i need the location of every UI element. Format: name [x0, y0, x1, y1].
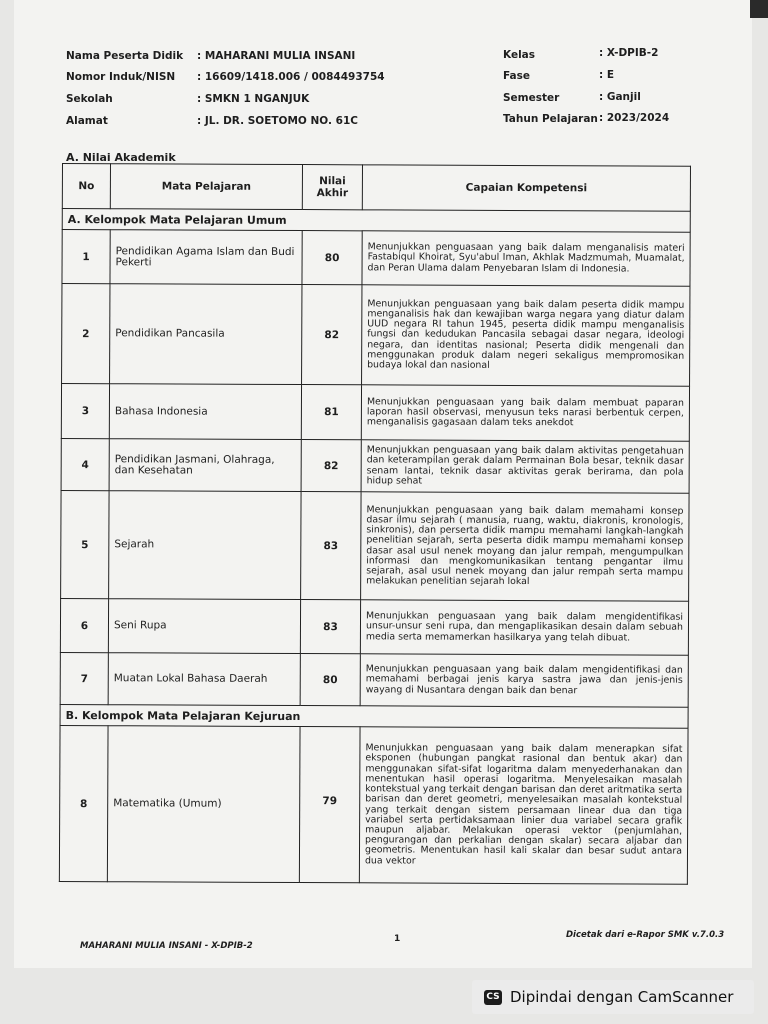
student-name-label: Nama Peserta Didik: [66, 50, 184, 62]
row-competency: Menunjukkan penguasaan yang baik dalam mengidentifikasi dan memahami berbagai jenis karya sastra jawa dan jenis-jenis wayang di Nusantara dengan baik dan benar: [360, 654, 688, 707]
row-competency: Menunjukkan penguasaan yang baik dalam menganalisis materi Fastabiqul Khoirat, Syu'abul Iman, Akhlak Madzmumah, Muamalat, dan Peran Ulama dalam Penyebaran Islam di Indonesia.: [362, 231, 690, 286]
row-competency: Menunjukkan penguasaan yang baik dalam peserta didik mampu menganalisis hak dan kewajiban warga negara yang diatur dalam UUD negara RI tahun 1945, peserta didik mampu menganalisis fungsi dan kedudukan Pancasila sebagai dasar negara, ideologi negara, dan identitas nasional; Peserta didik mengenali dan menggunakan produk dalam negeri sekaligus mempromosikan budaya lokal dan nasional: [362, 285, 690, 386]
row-competency: Menunjukkan penguasaan yang baik dalam menerapkan sifat eksponen (hubungan pangkat rasional dan bentuk akar) dan menggunakan sifat-sifat logaritma dalam menyederhanakan dan menentukan hasil operasi logaritma. Menyelesaikan masalah kontekstual yang terkait dengan barisan dan deret aritmatika serta barisan dan deret geometri, menyelesaikan masalah kontekstual yang terkait dengan sistem persamaan linear dua dan tiga variabel serta pertidaksamaan linier dua variabel secara grafik maupun aljabar. Melakukan operasi vektor (penjumlahan, pengurangan dan perkalian dengan skalar) secara aljabar dan geometris. Menentukan hasil kali skalar dan besar sudut antara dua vektor: [359, 727, 688, 884]
student-id-value: : 16609/1418.006 / 0084493754: [197, 71, 385, 83]
student-name-value: : MAHARANI MULIA INSANI: [197, 50, 356, 62]
header-competency: Capaian Kompetensi: [362, 165, 690, 211]
header-no: No: [62, 164, 110, 209]
table-row: [62, 230, 690, 287]
address-label: Alamat: [66, 115, 108, 127]
school-label: Sekolah: [66, 93, 113, 105]
phase-label: Fase: [503, 70, 531, 82]
row-no: 5: [61, 490, 109, 598]
row-competency: Menunjukkan penguasaan yang baik dalam aktivitas pengetahuan dan keterampilan gerak dalam Permainan Bola besar, teknik dasar senam lantai, teknik dasar aktivitas gerak berirama, dan pola hidup sehat: [361, 440, 689, 493]
footer-student: MAHARANI MULIA INSANI - X-DPIB-2: [80, 941, 253, 951]
table-row: [61, 490, 689, 601]
camscanner-text: Dipindai dengan CamScanner: [510, 988, 734, 1006]
table-header-row: [62, 164, 690, 212]
row-no: 6: [60, 598, 108, 652]
table-row: [61, 384, 689, 442]
year-value: : 2023/2024: [599, 112, 670, 124]
row-subject: Pendidikan Agama Islam dan Budi Pekerti: [110, 230, 302, 285]
row-subject: Pendidikan Pancasila: [110, 284, 302, 385]
row-score: 79: [299, 727, 360, 883]
row-no: 3: [61, 384, 109, 439]
row-competency: Menunjukkan penguasaan yang baik dalam mengidentifikasi unsur-unsur seni rupa, dan mengaplikasikan desain dalam sebuah media serta memamerkan hasilkarya yang telah dibuat.: [360, 600, 688, 655]
table-row: [59, 725, 688, 884]
camscanner-logo-icon: CS: [484, 990, 502, 1005]
row-subject: Bahasa Indonesia: [109, 384, 301, 440]
row-competency: Menunjukkan penguasaan yang baik dalam membuat paparan laporan hasil observasi, menyusun teks narasi berbentuk cerpen, menganalisis gagasaan dalam teks anekdot: [361, 385, 689, 441]
semester-value: : Ganjil: [599, 91, 641, 103]
header-score: Nilai Akhir: [302, 165, 362, 210]
school-value: : SMKN 1 NGANJUK: [197, 93, 310, 105]
student-id-label: Nomor Induk/NISN: [66, 71, 176, 83]
address-value: : JL. DR. SOETOMO NO. 61C: [197, 115, 358, 127]
table-row: [61, 438, 689, 493]
grades-table: [59, 163, 691, 885]
row-subject: Pendidikan Jasmani, Olahraga, dan Kesehatan: [109, 439, 301, 492]
table-row: [60, 652, 688, 707]
row-subject: Matematika (Umum): [107, 726, 300, 883]
semester-label: Semester: [503, 92, 560, 104]
row-subject: Muatan Lokal Bahasa Daerah: [108, 653, 300, 706]
year-label: Tahun Pelajaran: [503, 113, 598, 125]
row-score: 80: [302, 231, 362, 285]
row-competency: Menunjukkan penguasaan yang baik dalam memahami konsep dasar ilmu sejarah ( manusia, ruang, waktu, diakronis, kronologis, sinkronis), dan perserta didik mampu memahami langkah-langkah penelitian sejarah, serta peserta didik mampu memahami konsep dasar asal usul nenek moyang dan jalur rempah, mengumpulkan informasi dan mengkomunikasikan tentang pengantar ilmu sejarah, asal usul nenek moyang dan jalur rempah serta mampu melakukan penelitian sejarah lokal: [361, 492, 689, 601]
row-no: 4: [61, 438, 109, 490]
row-no: 2: [62, 284, 110, 384]
row-score: 82: [302, 285, 362, 385]
header-subject: Mata Pelajaran: [110, 164, 302, 210]
group-a-heading: A. Kelompok Mata Pelajaran Umum: [62, 209, 690, 233]
row-score: 83: [301, 492, 361, 600]
table-row: [60, 598, 688, 655]
row-score: 82: [301, 440, 361, 492]
section-title: A. Nilai Akademik: [66, 151, 176, 164]
row-score: 80: [300, 654, 360, 706]
row-score: 83: [300, 600, 360, 654]
class-value: : X-DPIB-2: [599, 47, 659, 59]
row-subject: Sejarah: [109, 491, 301, 600]
row-no: 8: [59, 725, 108, 881]
table-row: [62, 284, 690, 387]
camscanner-watermark: [472, 980, 754, 1014]
footer-printed-by: Dicetak dari e-Rapor SMK v.7.0.3: [566, 930, 725, 940]
class-label: Kelas: [503, 49, 536, 61]
row-subject: Seni Rupa: [108, 599, 300, 654]
row-no: 7: [60, 652, 108, 704]
phase-value: : E: [599, 69, 615, 81]
row-no: 1: [62, 230, 110, 284]
row-score: 81: [301, 385, 361, 440]
page-number: 1: [394, 934, 401, 944]
scan-edge-shadow: [750, 0, 768, 18]
group-b-heading: B. Kelompok Mata Pelajaran Kejuruan: [60, 704, 688, 728]
